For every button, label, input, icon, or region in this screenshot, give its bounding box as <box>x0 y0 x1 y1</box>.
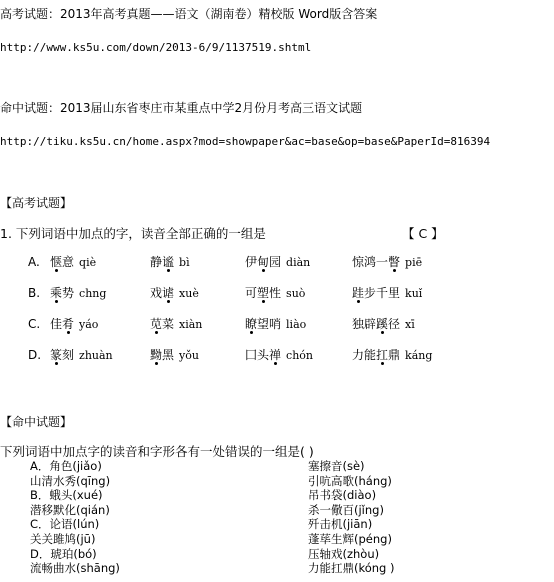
dotted-character: 惬 <box>50 255 63 269</box>
dotted-character: 瞭 <box>245 317 258 331</box>
option-word <box>50 349 113 361</box>
dotted-character: 瞥 <box>388 255 401 269</box>
dotted-character: 谧 <box>162 255 175 269</box>
mingzhong-right-entry: 塞擦音(sè) <box>308 459 365 473</box>
word-part: 刻 <box>62 348 75 362</box>
word-part: 可 <box>245 286 258 300</box>
option-letter: C. <box>28 317 41 331</box>
gaokao-question: 1. 下列词语中加点的字，读音全部正确的一组是 <box>0 226 266 241</box>
mingzhong-right-entry: 吊书袋(diào) <box>308 488 377 503</box>
word-part: 伊 <box>245 255 258 269</box>
mingzhong-left-entry: D．琥珀(bó) <box>30 546 97 561</box>
option-word <box>352 349 432 361</box>
option-word <box>50 256 96 268</box>
mingzhong-left-entry: A．角色(jiǎo) <box>30 459 102 473</box>
option-word <box>150 256 190 268</box>
word-part: 性 <box>269 286 282 300</box>
option-word <box>245 287 305 299</box>
gaokao-answer: 【 C 】 <box>402 226 444 241</box>
word-part: 静 <box>150 255 163 269</box>
mingzhong-row <box>0 502 554 518</box>
pinyin: qiè <box>79 256 97 269</box>
dotted-character: 跬 <box>352 286 365 300</box>
word-part: 意 <box>62 255 75 269</box>
dotted-character: 甸 <box>257 255 270 269</box>
mingzhong-right-entry: 歼击机(jiān) <box>308 517 373 532</box>
mingzhong-row <box>0 563 554 576</box>
option-word <box>245 349 313 361</box>
dotted-character: 肴 <box>62 317 75 331</box>
gaokao-source-title: 高考试题：2013年高考真题——语文（湖南卷）精校版 Word版含答案 <box>0 7 378 21</box>
pinyin: bì <box>179 256 190 269</box>
mingzhong-row <box>0 534 554 547</box>
word-part: 独辟 <box>352 317 377 331</box>
mingzhong-question: 下列词语中加点字的读音和字形各有一处错误的一组是( ) <box>0 444 314 459</box>
pinyin: xī <box>405 318 415 331</box>
word-part: 鼎 <box>388 348 401 362</box>
pinyin: xiàn <box>179 318 203 331</box>
pinyin: liào <box>286 318 307 331</box>
mingzhong-left-entry: 流畅曲水(shāng) <box>30 561 120 576</box>
option-letter: B. <box>28 286 41 300</box>
option-row <box>0 349 554 367</box>
mingzhong-left-entry: 山清水秀(qīng) <box>30 473 111 488</box>
option-letter: D. <box>28 348 42 362</box>
mingzhong-source-url[interactable]: http://tiku.ks5u.cn/home.aspx?mod=showpaper&ac=base&op=base&PaperId=816394 <box>0 135 491 148</box>
dotted-character: 乘 <box>50 286 63 300</box>
dotted-character: 蹊 <box>376 317 389 331</box>
option-row <box>0 287 554 305</box>
option-word <box>352 318 415 330</box>
mingzhong-section-heading: 【命中试题】 <box>0 415 73 429</box>
dotted-character: 苋 <box>150 317 163 331</box>
mingzhong-source-title: 命中试题：2013届山东省枣庄市某重点中学2月份月考高三语文试题 <box>0 101 363 115</box>
word-part: 力能 <box>352 348 377 362</box>
word-part: 佳 <box>50 317 63 331</box>
option-word <box>50 287 106 299</box>
option-row <box>0 318 554 336</box>
option-word <box>245 256 310 268</box>
pinyin: kuǐ <box>405 287 423 300</box>
mingzhong-row <box>0 546 554 562</box>
dotted-character: 禅 <box>269 348 282 362</box>
mingzhong-right-entry: 蓬荜生辉(péng) <box>308 532 392 546</box>
option-word <box>245 318 306 330</box>
mingzhong-left-entry: B．蛾头(xué) <box>30 488 103 503</box>
dotted-character: 篆 <box>50 348 63 362</box>
word-part: 径 <box>388 317 401 331</box>
pinyin: zhuàn <box>79 349 113 362</box>
pinyin: suò <box>286 287 306 300</box>
mingzhong-right-entry: 杀一儆百(jǐng) <box>308 502 384 517</box>
mingzhong-row <box>0 519 554 532</box>
option-row <box>0 256 554 274</box>
pinyin: piē <box>405 256 423 269</box>
dotted-character: 黝 <box>150 348 163 362</box>
option-word <box>150 349 199 361</box>
pinyin: yáo <box>79 318 99 331</box>
mingzhong-row <box>0 490 554 503</box>
option-word <box>352 287 422 299</box>
option-word <box>352 256 422 268</box>
mingzhong-left-entry: 关关雎鸠(jū) <box>30 532 96 546</box>
pinyin: yǒu <box>179 349 199 362</box>
option-word <box>150 287 199 299</box>
mingzhong-right-entry: 压轴戏(zhòu) <box>308 546 380 561</box>
dotted-character: 谑 <box>162 286 175 300</box>
pinyin: diàn <box>286 256 311 269</box>
word-part: 势 <box>62 286 75 300</box>
gaokao-source-url[interactable]: http://www.ks5u.com/down/2013-6/9/1137519.shtml <box>0 41 312 54</box>
option-word <box>150 318 202 330</box>
gaokao-section-heading: 【高考试题】 <box>0 196 73 210</box>
pinyin: káng <box>405 349 433 362</box>
dotted-character: 塑 <box>257 286 270 300</box>
word-part: 黑 <box>162 348 175 362</box>
pinyin: xuè <box>179 287 199 300</box>
dotted-character: 扛 <box>376 348 389 362</box>
pinyin: chón <box>286 349 313 362</box>
option-word <box>50 318 98 330</box>
option-letter: A. <box>28 255 40 269</box>
word-part: 菜 <box>162 317 175 331</box>
pinyin: chng <box>79 287 107 300</box>
mingzhong-left-entry: C．论语(lún) <box>30 517 100 532</box>
mingzhong-row <box>0 473 554 489</box>
word-part: 惊鸿一 <box>352 255 389 269</box>
word-part: 步千里 <box>364 286 401 300</box>
mingzhong-left-entry: 潜移默化(qián) <box>30 502 110 517</box>
mingzhong-right-entry: 引吭高歌(háng) <box>308 473 392 488</box>
word-part: 园 <box>269 255 282 269</box>
word-part: 囗头 <box>245 348 270 362</box>
mingzhong-row <box>0 461 554 474</box>
word-part: 戏 <box>150 286 163 300</box>
word-part: 望哨 <box>257 317 282 331</box>
mingzhong-right-entry: 力能扛鼎(kóng ) <box>308 561 395 576</box>
